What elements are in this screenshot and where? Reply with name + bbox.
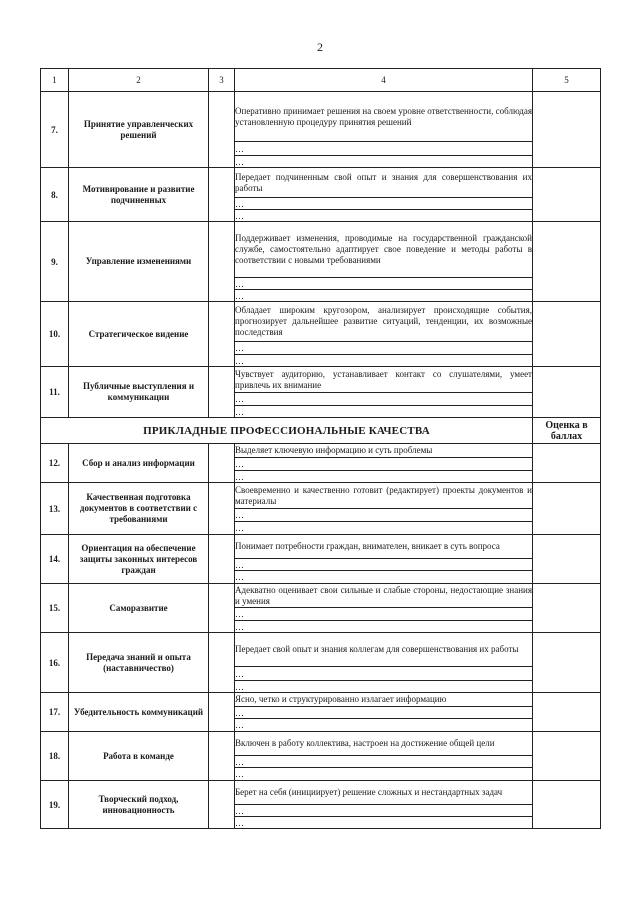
ellipsis-placeholder: … [235, 198, 533, 210]
competency-description: Оперативно принимает решения на своем уровне ответственности, соблюдая установленную процедуру принятия решений [235, 92, 533, 142]
ellipsis-placeholder: … [235, 707, 533, 719]
score-cell[interactable] [533, 222, 601, 302]
competency-number: 11. [41, 367, 69, 418]
column-3-cell [209, 732, 235, 781]
competency-name: Сбор и анализ информации [69, 444, 209, 483]
column-3-cell [209, 302, 235, 367]
competency-number: 14. [41, 535, 69, 584]
ellipsis-placeholder: … [235, 393, 533, 406]
competency-description: Обладает широким кругозором, анализирует происходящие события, прогнозирует дальнейшее развитие ситуаций, тенденции, их возможные последствия [235, 302, 533, 342]
competency-name: Ориентация на обеспечение защиты законных интересов граждан [69, 535, 209, 584]
column-number: 2 [69, 69, 209, 92]
competency-row [41, 168, 601, 198]
score-column-label: Оценка в баллах [533, 418, 601, 444]
competency-number: 8. [41, 168, 69, 222]
competency-description: Выделяет ключевую информацию и суть проблемы [235, 444, 533, 458]
column-3-cell [209, 781, 235, 829]
ellipsis-placeholder: … [235, 156, 533, 168]
competency-description: Передает подчиненным свой опыт и знания для совершенствования их работы [235, 168, 533, 198]
competency-description: Понимает потребности граждан, внимателен, вникает в суть вопроса [235, 535, 533, 559]
section-title: ПРИКЛАДНЫЕ ПРОФЕССИОНАЛЬНЫЕ КАЧЕСТВА [41, 418, 533, 444]
competency-table-body [41, 69, 601, 829]
competency-row [41, 535, 601, 559]
column-number: 1 [41, 69, 69, 92]
column-number-row [41, 69, 601, 92]
ellipsis-placeholder: … [235, 522, 533, 535]
competency-name: Передача знаний и опыта (наставничество) [69, 633, 209, 693]
ellipsis-placeholder: … [235, 509, 533, 522]
score-cell[interactable] [533, 535, 601, 584]
competency-description: Ясно, четко и структурированно излагает информацию [235, 693, 533, 707]
column-number: 5 [533, 69, 601, 92]
competency-number: 18. [41, 732, 69, 781]
competency-description: Берет на себя (инициирует) решение сложных и нестандартных задач [235, 781, 533, 805]
competency-name: Мотивирование и развитие подчиненных [69, 168, 209, 222]
competency-number: 16. [41, 633, 69, 693]
ellipsis-placeholder: … [235, 210, 533, 222]
column-number: 4 [235, 69, 533, 92]
column-3-cell [209, 444, 235, 483]
ellipsis-placeholder: … [235, 342, 533, 355]
ellipsis-placeholder: … [235, 355, 533, 367]
competency-description: Чувствует аудиторию, устанавливает контакт со слушателями, умеет привлечь их внимание [235, 367, 533, 393]
score-cell[interactable] [533, 444, 601, 483]
competency-description: Своевременно и качественно готовит (редактирует) проекты документов и материалы [235, 483, 533, 509]
column-3-cell [209, 367, 235, 418]
ellipsis-placeholder: … [235, 471, 533, 483]
competency-row [41, 483, 601, 509]
column-3-cell [209, 168, 235, 222]
competency-table [40, 68, 601, 829]
score-cell[interactable] [533, 92, 601, 168]
ellipsis-placeholder: … [235, 571, 533, 584]
competency-number: 12. [41, 444, 69, 483]
ellipsis-placeholder: … [235, 805, 533, 817]
score-cell[interactable] [533, 367, 601, 418]
column-3-cell [209, 92, 235, 168]
section-header-row [41, 418, 601, 444]
competency-row [41, 584, 601, 608]
competency-row [41, 633, 601, 667]
ellipsis-placeholder: … [235, 406, 533, 418]
competency-name: Работа в команде [69, 732, 209, 781]
competency-row [41, 367, 601, 393]
score-cell[interactable] [533, 781, 601, 829]
score-cell[interactable] [533, 168, 601, 222]
competency-row [41, 302, 601, 342]
ellipsis-placeholder: … [235, 290, 533, 302]
competency-name: Саморазвитие [69, 584, 209, 633]
competency-row [41, 732, 601, 756]
competency-row [41, 693, 601, 707]
ellipsis-placeholder: … [235, 278, 533, 290]
score-cell[interactable] [533, 693, 601, 732]
competency-number: 17. [41, 693, 69, 732]
competency-name: Творческий подход, инновационность [69, 781, 209, 829]
ellipsis-placeholder: … [235, 817, 533, 829]
score-cell[interactable] [533, 732, 601, 781]
competency-name: Убедительность коммуникаций [69, 693, 209, 732]
page-number: 2 [317, 40, 323, 54]
ellipsis-placeholder: … [235, 458, 533, 471]
ellipsis-placeholder: … [235, 756, 533, 768]
score-cell[interactable] [533, 633, 601, 693]
competency-name: Принятие управленческих решений [69, 92, 209, 168]
competency-name: Качественная подготовка документов в соответствии с требованиями [69, 483, 209, 535]
ellipsis-placeholder: … [235, 608, 533, 621]
column-3-cell [209, 693, 235, 732]
competency-row [41, 781, 601, 805]
ellipsis-placeholder: … [235, 719, 533, 732]
ellipsis-placeholder: … [235, 621, 533, 633]
competency-name: Публичные выступления и коммуникации [69, 367, 209, 418]
competency-row [41, 92, 601, 142]
competency-name: Стратегическое видение [69, 302, 209, 367]
column-3-cell [209, 222, 235, 302]
column-3-cell [209, 584, 235, 633]
competency-description: Поддерживает изменения, проводимые на государственной гражданской службе, самостоятельно адаптирует свое поведение и методы работы в соответствии с новыми требованиями [235, 222, 533, 278]
competency-number: 9. [41, 222, 69, 302]
competency-number: 10. [41, 302, 69, 367]
ellipsis-placeholder: … [235, 681, 533, 693]
score-cell[interactable] [533, 302, 601, 367]
column-3-cell [209, 535, 235, 584]
column-3-cell [209, 633, 235, 693]
competency-name: Управление изменениями [69, 222, 209, 302]
competency-description: Адекватно оценивает свои сильные и слабые стороны, недостающие знания и умения [235, 584, 532, 606]
competency-number: 7. [41, 92, 69, 168]
ellipsis-placeholder: … [235, 559, 533, 571]
ellipsis-placeholder: … [235, 768, 533, 781]
competency-description: Включен в работу коллектива, настроен на достижение общей цели [235, 732, 533, 756]
column-number: 3 [209, 69, 235, 92]
ellipsis-placeholder: … [235, 142, 533, 156]
column-3-cell [209, 483, 235, 535]
competency-number: 15. [41, 584, 69, 633]
competency-number: 19. [41, 781, 69, 829]
competency-number: 13. [41, 483, 69, 535]
score-cell[interactable] [533, 584, 601, 633]
ellipsis-placeholder: … [235, 667, 533, 681]
score-cell[interactable] [533, 483, 601, 535]
competency-description: Передает свой опыт и знания коллегам для совершенствования их работы [235, 633, 533, 667]
competency-row [41, 222, 601, 278]
competency-row [41, 444, 601, 458]
